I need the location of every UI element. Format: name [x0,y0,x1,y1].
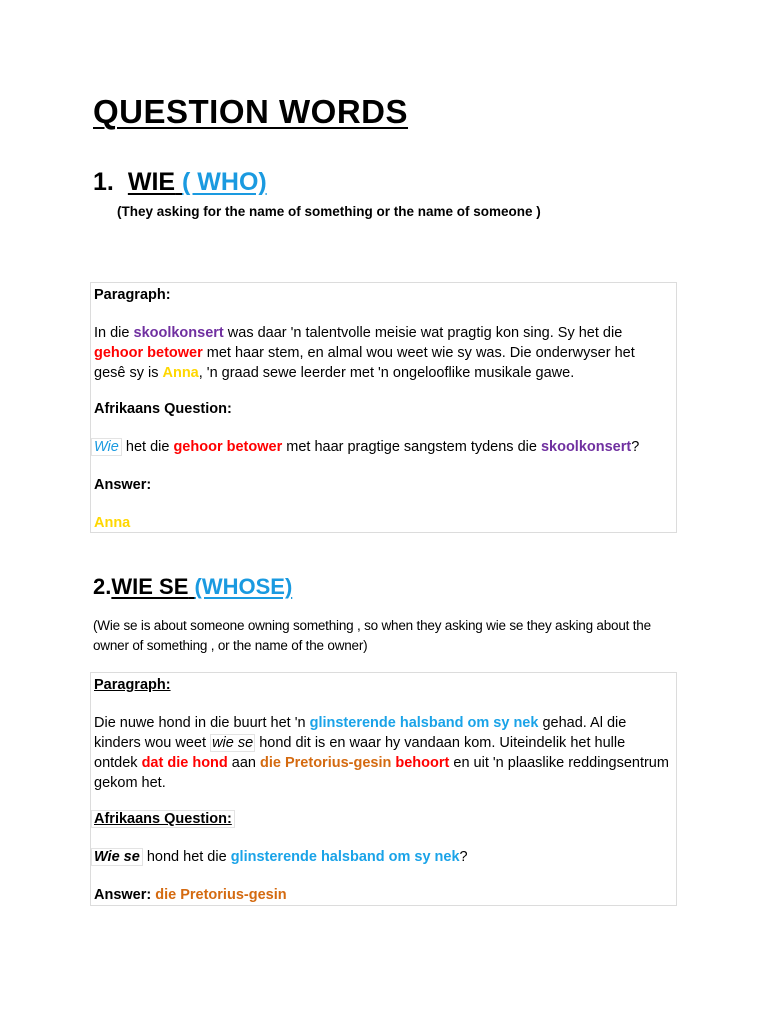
highlight-gehoor-betower: gehoor betower [94,345,203,361]
section-number: 1. [93,168,114,196]
italic-wie-se: wie se [212,735,254,751]
example-box-wie [90,282,677,533]
highlight-skoolkonsert: skoolkonsert [133,325,224,341]
example-question: Wie se hond het die glinsterende halsband om sy nek? [94,847,670,867]
highlight-halsband: glinsterende halsband om sy nek [309,715,539,731]
question-word-wie: Wie [91,438,122,456]
highlight-behoort: behoort [395,755,450,771]
example-question: Wie het die gehoor betower met haar pragtige sangstem tydens die skoolkonsert? [94,437,670,457]
paragraph-label: Paragraph: [94,677,171,693]
example-box-wie-se [90,672,677,906]
answer-label: Answer: [94,887,152,903]
question-word-wie-se: Wie se [91,848,143,866]
question-word: WIE SE [111,574,189,599]
highlight-dat-die-hond: dat die hond [141,755,228,771]
highlight-pretorius-gesin: die Pretorius-gesin [260,755,392,771]
answer-label: Answer: [94,477,152,493]
answer-text: die Pretorius-gesin [155,887,287,903]
section-note: (Wie se is about someone owning something , so when they asking wie se they asking about the owner of something , or the name of the owner) [93,618,651,653]
example-paragraph: In die skoolkonsert was daar 'n talentvolle meisie wat pragtig kon sing. Sy het die gehoor betower met haar stem, en almal wou weet wie sy was. Die onderwyser het gesê sy is Anna, 'n graad sewe leerder met 'n ongelooflike musikale gawe. [94,325,635,381]
question-label: Afrikaans Question: [94,401,232,417]
answer-text: Anna [94,515,131,531]
heading-spacer [175,168,182,196]
page-title: QUESTION WORDS [93,93,409,130]
highlight-anna: Anna [162,365,199,381]
section-heading-wie [93,168,267,197]
section-note: (They asking for the name of something or the name of someone ) [117,204,541,219]
paragraph-label: Paragraph: [94,287,171,303]
section-number: 2. [93,574,112,599]
example-paragraph: Die nuwe hond in die buurt het 'n glinsterende halsband om sy nek gehad. Al die kinders wou weet wie se hond dit is en waar hy vandaan kom. Uiteindelik het hulle ontdek dat die hond aan die Pretorius-gesin behoort en uit 'n plaaslike reddingsentrum gekom het. [94,715,669,791]
question-word: WIE [127,168,176,196]
question-label: Afrikaans Question: [91,810,235,828]
section-heading-wie-se [93,574,292,600]
question-word-translation: (WHOSE) [194,574,293,599]
question-word-translation: ( WHO) [182,168,267,196]
